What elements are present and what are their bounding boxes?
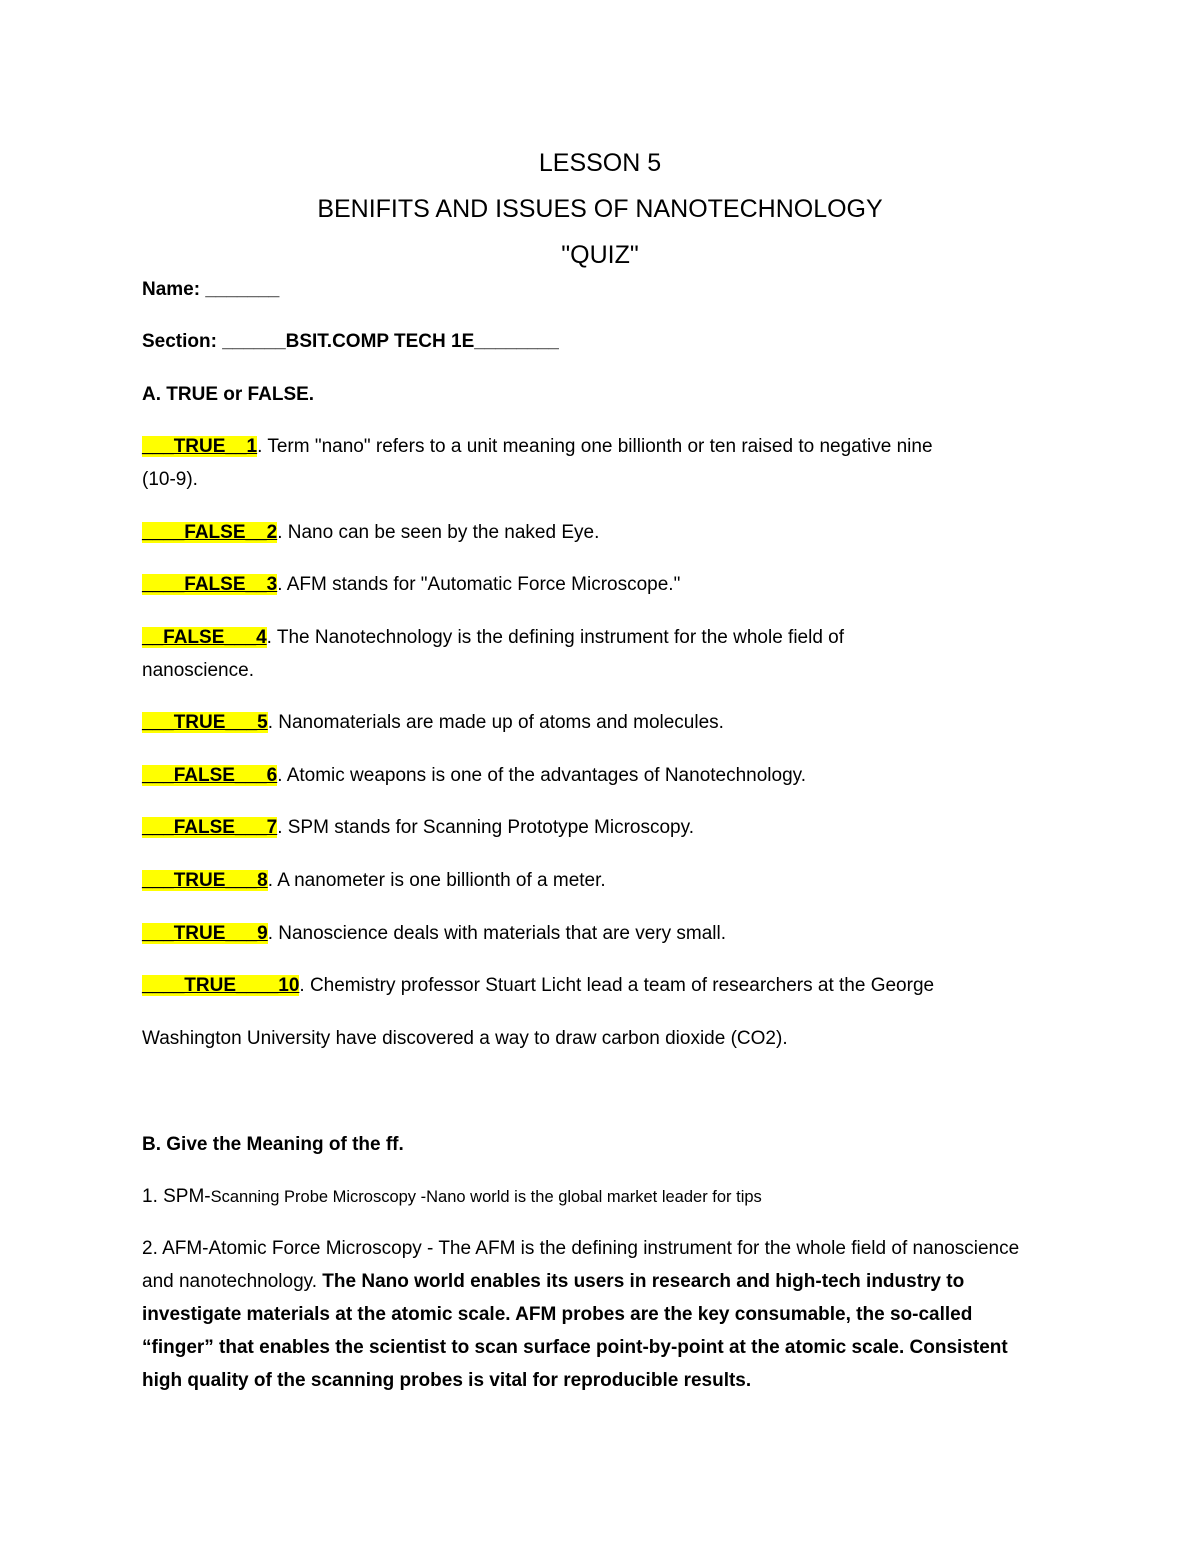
meaning-item-1 <box>142 1180 1050 1214</box>
quiz-item-4-continuation: nanoscience. <box>142 660 254 681</box>
quiz-item-1-continuation: (10-9). <box>142 469 198 490</box>
quiz-item-2 <box>142 516 1050 549</box>
question-1: . Term "nano" refers to a unit meaning one billionth or ten raised to negative nine <box>257 436 933 457</box>
quiz-item-6 <box>142 759 1050 792</box>
question-8: . A nanometer is one billionth of a meter. <box>267 870 606 891</box>
answer-4: __FALSE___4 <box>142 627 267 648</box>
question-3: . AFM stands for "Automatic Force Microscope." <box>277 574 681 595</box>
quiz-item-3 <box>142 568 1050 601</box>
answer-1: ___TRUE__1 <box>142 436 258 457</box>
part-a-heading: A. TRUE or FALSE. <box>142 384 315 405</box>
answer-5: ___TRUE___5 <box>142 712 268 733</box>
quiz-item-5 <box>142 706 1050 739</box>
lesson-number: LESSON 5 <box>538 149 662 177</box>
quiz-item-4 <box>142 621 1050 654</box>
meaning-item-2 <box>142 1232 1042 1397</box>
quiz-item-10 <box>142 969 1050 1002</box>
question-2: . Nano can be seen by the naked Eye. <box>277 522 600 543</box>
answer-9: ___TRUE___9 <box>142 923 268 944</box>
question-5: . Nanomaterials are made up of atoms and molecules. <box>267 712 724 733</box>
answer-7: ___FALSE___7 <box>142 817 278 838</box>
question-7: . SPM stands for Scanning Prototype Microscopy. <box>277 817 694 838</box>
answer-6: ___FALSE___6 <box>142 765 278 786</box>
answer-10: ____TRUE____10 <box>142 975 300 996</box>
question-10: . Chemistry professor Stuart Licht lead a team of researchers at the George <box>299 975 935 996</box>
quiz-item-7 <box>142 811 1050 844</box>
answer-3: ____FALSE__3 <box>142 574 278 595</box>
answer-2: ____FALSE__2 <box>142 522 278 543</box>
question-4: . The Nanotechnology is the defining instrument for the whole field of <box>266 627 845 648</box>
question-9: . Nanoscience deals with materials that are very small. <box>267 923 727 944</box>
question-6: . Atomic weapons is one of the advantages of Nanotechnology. <box>277 765 807 786</box>
quiz-item-10-continuation: Washington University have discovered a way to draw carbon dioxide (CO2). <box>142 1028 788 1049</box>
meaning-1-text: Scanning Probe Microscopy -Nano world is the global market leader for tips <box>210 1188 762 1206</box>
quiz-item-9 <box>142 917 1050 950</box>
section-field: Section: ______BSIT.COMP TECH 1E________ <box>142 331 559 352</box>
lesson-topic: BENIFITS AND ISSUES OF NANOTECHNOLOGY <box>317 195 883 223</box>
name-field: Name: _______ <box>142 279 280 300</box>
quiz-label: "QUIZ" <box>561 241 639 269</box>
meaning-2-text: The Nano world enables its users in research and high-tech industry to investigate materials at the atomic scale. AFM probes are the key consumable, the so-called “finger” that enables the scientist to scan surface point-by-point at the atomic scale. Consistent high quality of the scanning probes is vital for reproducible results. <box>142 1271 1008 1391</box>
title-block <box>0 140 1200 278</box>
answer-8: ___TRUE___8 <box>142 870 268 891</box>
quiz-item-8 <box>142 864 1050 897</box>
meaning-1-prefix: 1. SPM- <box>142 1186 211 1207</box>
meaning-2-prefix: 2. AFM-Atomic Force Microscopy - The AFM is the defining instrument for the whole field of nanoscience and nanotechnology. <box>142 1238 1020 1292</box>
quiz-item-1 <box>142 430 1050 463</box>
part-b-heading: B. Give the Meaning of the ff. <box>142 1134 404 1155</box>
